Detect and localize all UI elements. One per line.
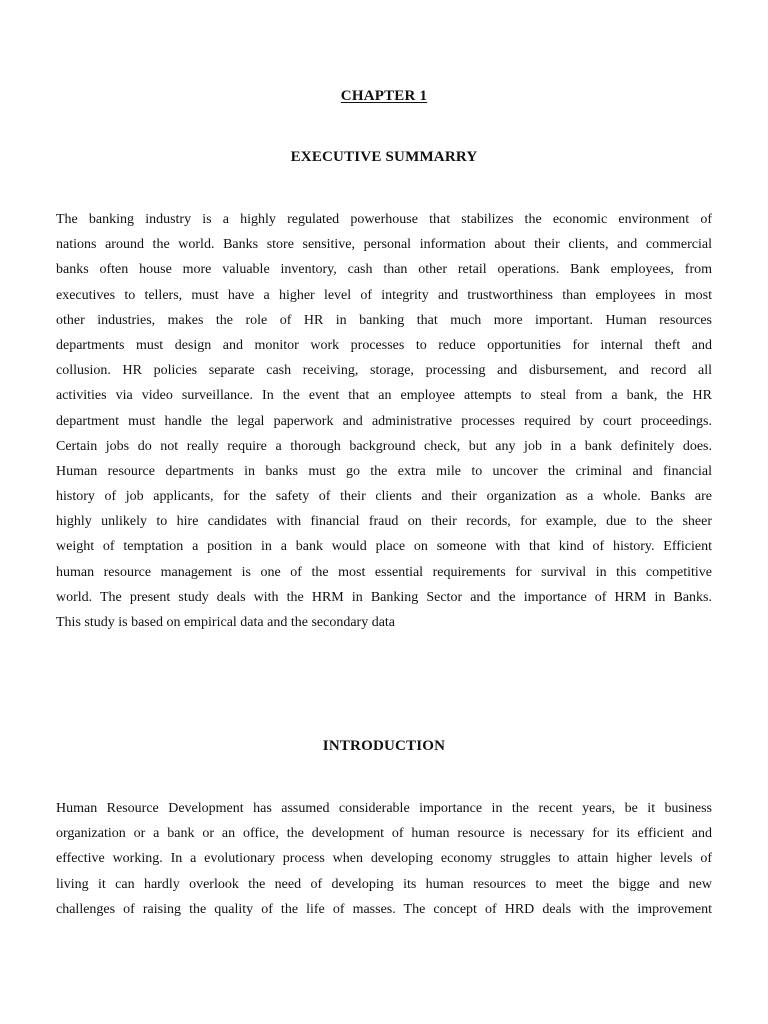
paragraph-line: The banking industry is a highly regulated powerhouse that stabilizes the economic environment of [56,212,712,227]
paragraph-line: banks often house more valuable inventory, cash than other retail operations. Bank employees, from [56,262,712,278]
paragraph-line: Certain jobs do not really require a thorough background check, but any job in a bank definitely does. [56,438,712,454]
executive-summary-paragraph [56,207,712,635]
introduction-paragraph [56,796,712,922]
paragraph-line: department must handle the legal paperwork and administrative processes required by court proceedings. [56,413,712,429]
paragraph-line: This study is based on empirical data and the secondary data [56,615,396,630]
paragraph-line: history of job applicants, for the safety of their clients and their organization as a whole. Banks are [56,489,712,505]
paragraph-line: collusion. HR policies separate cash receiving, storage, processing and disbursement, and record all [56,363,712,379]
paragraph-line: activities via video surveillance. In the event that an employee attempts to steal from a bank, the HR [56,388,712,404]
paragraph-line: challenges of raising the quality of the life of masses. The concept of HRD deals with the improvement [56,901,712,917]
paragraph-line: highly unlikely to hire candidates with financial fraud on their records, for example, due to the sheer [56,514,712,530]
paragraph-line: human resource management is one of the most essential requirements for survival in this competitive [56,564,712,580]
paragraph-line: organization or a bank or an office, the development of human resource is necessary for its efficient and [56,826,712,842]
paragraph-line: other industries, makes the role of HR in banking that much more important. Human resources [56,312,712,328]
paragraph-line: executives to tellers, must have a higher level of integrity and trustworthiness than employees in most [56,287,712,303]
chapter-heading: CHAPTER 1 [340,88,428,104]
paragraph-line: weight of temptation a position in a bank would place on someone with that kind of history. Efficient [56,539,712,555]
paragraph-line: departments must design and monitor work processes to reduce opportunities for internal theft and [56,337,712,353]
paragraph-line: Human resource departments in banks must go the extra mile to uncover the criminal and financial [56,463,712,479]
executive-summary-heading: EXECUTIVE SUMMARRY [290,149,478,165]
paragraph-line: Human Resource Development has assumed considerable importance in the recent years, be it business [56,801,712,816]
paragraph-line: effective working. In a evolutionary process when developing economy struggles to attain higher levels of [56,851,712,867]
paragraph-line: world. The present study deals with the HRM in Banking Sector and the importance of HRM in Banks. [56,589,712,605]
paragraph-line: living it can hardly overlook the need of developing its human resources to meet the bigge and new [56,876,712,892]
paragraph-line: nations around the world. Banks store sensitive, personal information about their clients, and commercial [56,237,712,253]
introduction-heading: INTRODUCTION [322,738,446,754]
